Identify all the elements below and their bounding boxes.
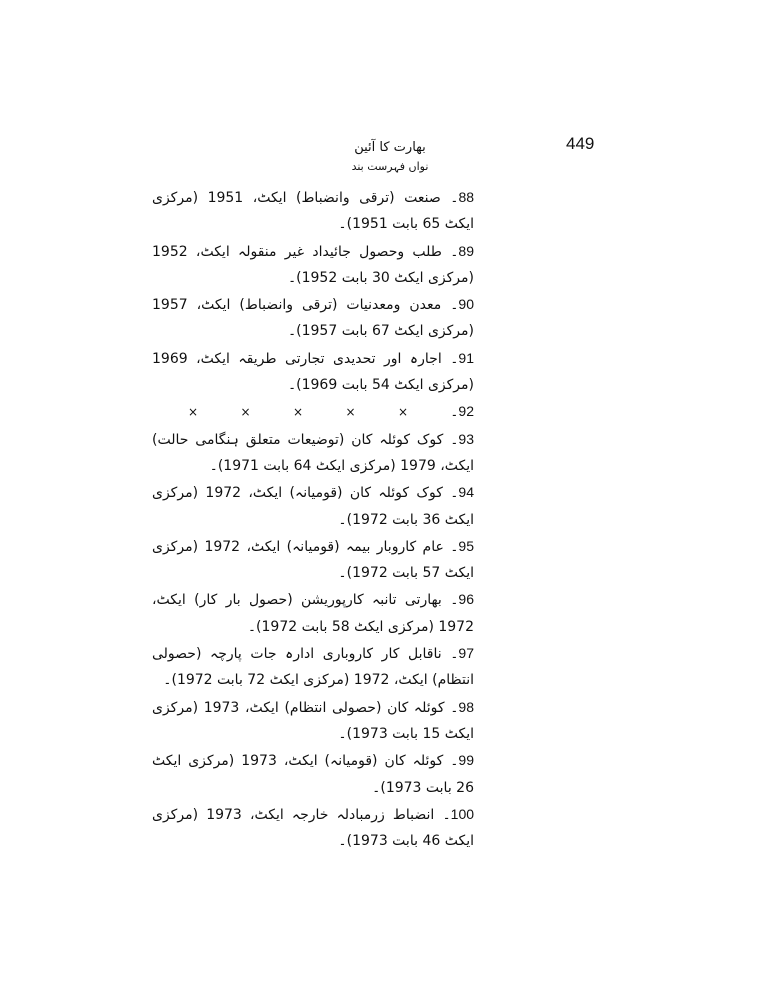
- entry-number: 93: [458, 430, 474, 447]
- cross-mark: ×: [397, 404, 408, 419]
- entry-text: ۔: [450, 404, 459, 421]
- entry-text: ۔ انضباط زرمبادلہ خارجہ ایکٹ، 1973 (مرکزی ایکٹ 46 بابت 1973)۔: [152, 806, 474, 850]
- entry-text: ۔ معدن ومعدنیات (ترقی وانضباط) ایکٹ، 1957 (مرکزی ایکٹ 67 بابت 1957)۔: [152, 297, 474, 340]
- page-header: [300, 138, 480, 176]
- page-number: 449: [566, 134, 595, 153]
- entry-number: 89: [458, 242, 474, 259]
- entry-text: ۔ بھارتی تانبہ کارپوریشن (حصول بار کار) ایکٹ، 1972 (مرکزی ایکٹ 58 بابت 1972)۔: [152, 592, 474, 635]
- entry-91: [152, 345, 474, 399]
- entry-88: [152, 184, 474, 238]
- entry-number: 95: [458, 537, 474, 554]
- entry-text: ۔ صنعت (ترقی وانضباط) ایکٹ، 1951 (مرکزی ایکٹ 65 بابت 1951)۔: [152, 190, 474, 233]
- entry-95: [152, 533, 474, 587]
- entry-number: 88: [458, 189, 475, 205]
- entry-list: [152, 184, 474, 854]
- entry-text: ۔ اجارہ اور تحدیدی تجارتی طریقہ ایکٹ، 1969 (مرکزی ایکٹ 54 بابت 1969)۔: [152, 350, 474, 394]
- entry-99: [152, 747, 474, 801]
- entry-number: 100: [450, 805, 475, 822]
- entry-text: ۔ کوک کوئلہ کان (قومیانہ) ایکٹ، 1972 (مرکزی ایکٹ 36 بابت 1972)۔: [152, 485, 474, 528]
- entry-94: [152, 479, 474, 533]
- entry-89: [152, 238, 474, 292]
- entry-100: [152, 801, 474, 855]
- entry-number: 98: [458, 698, 474, 715]
- entry-number: 90: [458, 296, 474, 313]
- entry-text: ۔ کوئلہ کان (حصولی انتظام) ایکٹ، 1973 (مرکزی ایکٹ 15 بابت 1973)۔: [152, 699, 474, 742]
- entry-text: ۔ کوک کوئلہ کان (توضیعات متعلق ہنگامی حالت) ایکٹ، 1979 (مرکزی ایکٹ 64 بابت 1971)۔: [152, 431, 474, 474]
- header-title: بھارت کا آئین: [354, 140, 426, 155]
- entry-92: [152, 398, 474, 425]
- entry-number: 96: [458, 591, 474, 608]
- cross-mark: ×: [240, 404, 251, 419]
- entry-number: 99: [458, 752, 474, 769]
- entry-number: 91: [458, 349, 474, 366]
- entry-96: [152, 586, 474, 640]
- header-subtitle: نواں فہرست بند: [351, 160, 429, 173]
- entry-98: [152, 694, 474, 748]
- entry-number: 97: [458, 645, 474, 662]
- omitted-marks: [152, 399, 408, 425]
- entry-text: ۔ ناقابل کار کاروباری ادارہ جات پارچہ (حصولی انتظام) ایکٹ، 1972 (مرکزی ایکٹ 72 بابت 1972)۔: [152, 646, 474, 689]
- entry-93: [152, 426, 474, 480]
- entry-text: ۔ عام کاروبار بیمہ (قومیانہ) ایکٹ، 1972 (مرکزی ایکٹ 57 بابت 1972)۔: [152, 538, 474, 582]
- cross-mark: ×: [292, 404, 304, 419]
- entry-number: 94: [458, 484, 474, 501]
- cross-mark: ×: [188, 404, 199, 419]
- entry-90: [152, 291, 474, 345]
- entry-text: ۔ کوئلہ کان (قومیانہ) ایکٹ، 1973 (مرکزی ایکٹ 26 بابت 1973)۔: [152, 753, 474, 796]
- entry-97: [152, 640, 474, 694]
- entry-number: 92: [458, 403, 474, 420]
- entry-text: ۔ طلب وحصول جائیداد غیر منقولہ ایکٹ، 1952 (مرکزی ایکٹ 30 بابت 1952)۔: [152, 243, 474, 286]
- entry-92-label: [450, 398, 474, 425]
- cross-mark: ×: [345, 404, 356, 419]
